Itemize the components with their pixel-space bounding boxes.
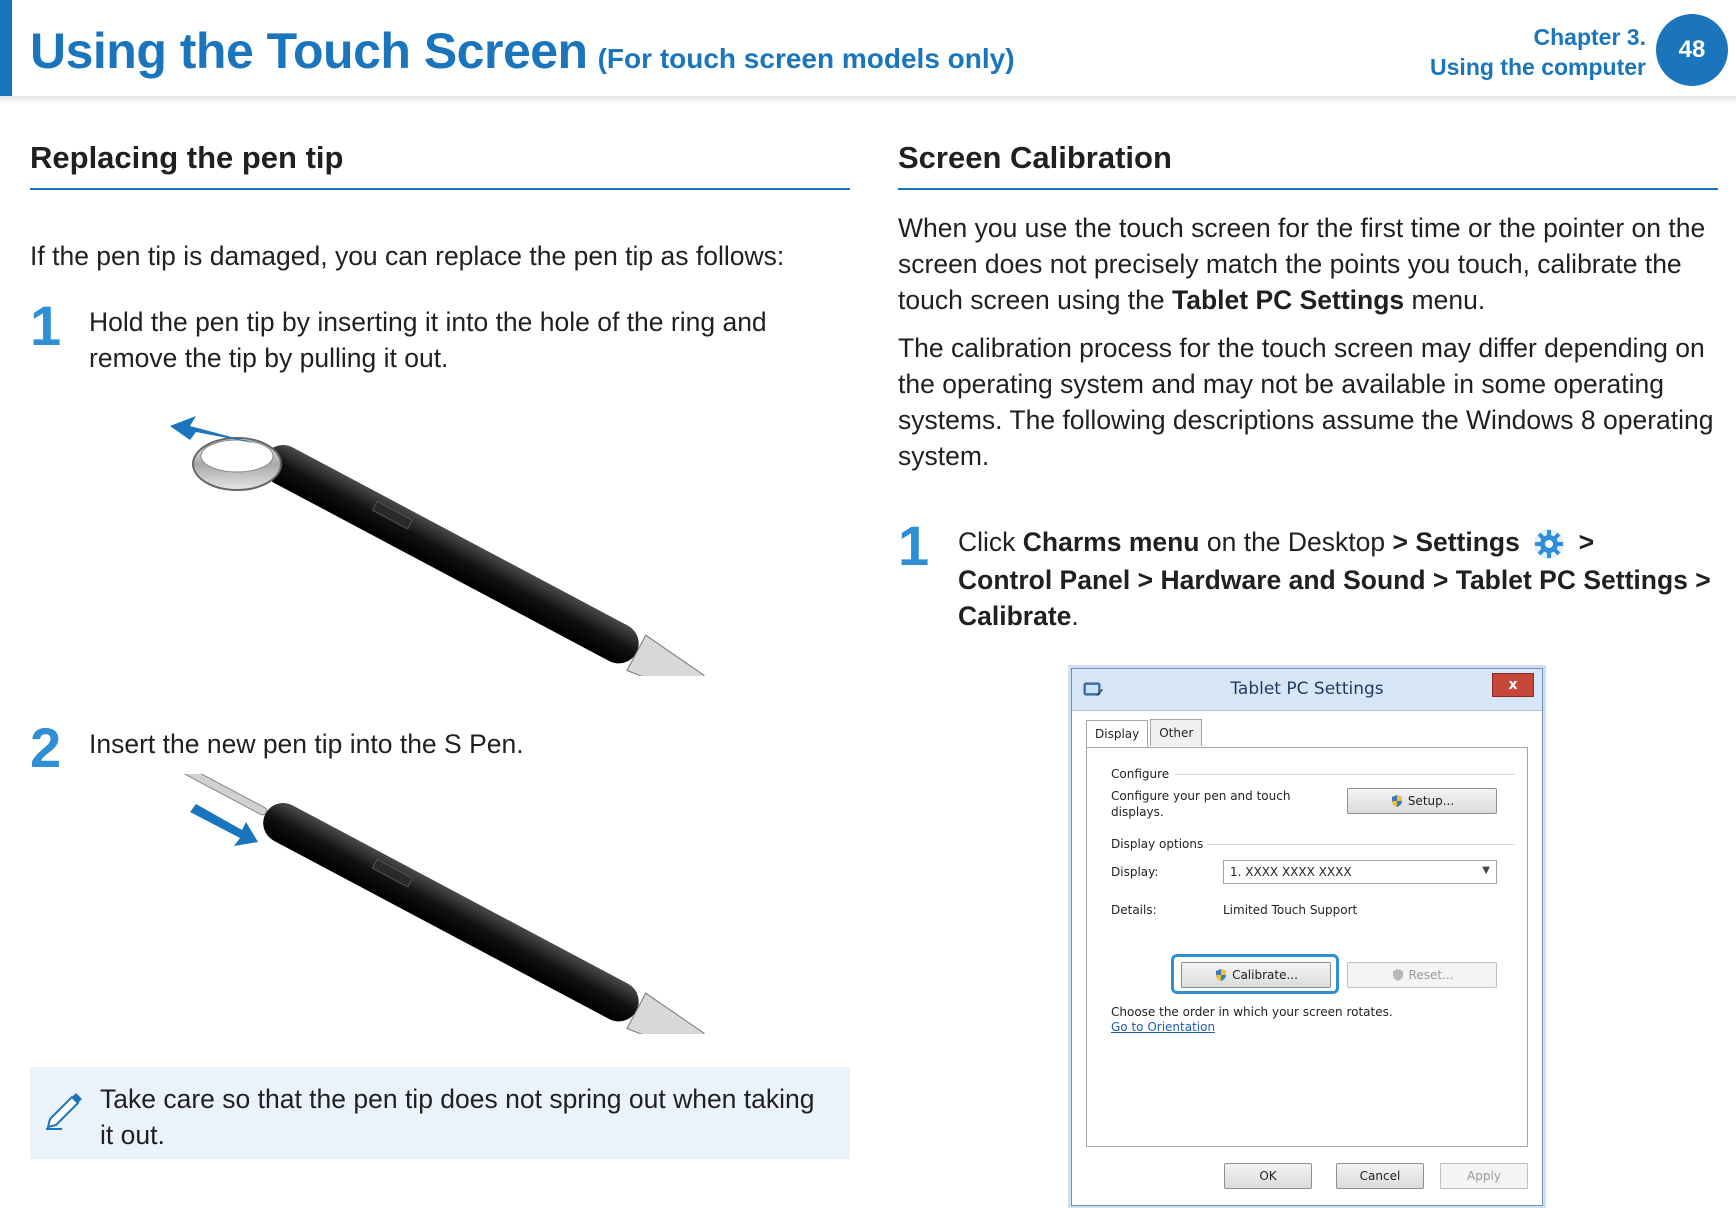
dialog-tabs <box>1086 719 1204 747</box>
setup-button[interactable] <box>1347 788 1497 814</box>
cancel-button[interactable]: Cancel <box>1336 1163 1424 1189</box>
calibration-note-os: The calibration process for the touch screen may differ depending on the operating system and may not be available in some operating systems. The following descriptions assume the Windows 8 operating system. <box>898 333 1714 471</box>
tablet-pc-settings-dialog <box>1071 668 1543 1206</box>
calibrate-term: Calibrate <box>958 601 1072 631</box>
configure-description: Configure your pen and touch displays. <box>1111 789 1291 819</box>
pen-tip-intro: If the pen tip is damaged, you can replace the pen tip as follows: <box>30 241 785 271</box>
step-number: 1 <box>30 294 62 357</box>
display-label: Display: <box>1111 865 1159 879</box>
details-value: Limited Touch Support <box>1223 903 1358 917</box>
section-title-calibration: Screen Calibration <box>898 140 1718 190</box>
reset-button-label: Reset... <box>1408 968 1454 982</box>
charms-menu-term: Charms menu <box>1022 527 1200 557</box>
path-separator: > <box>1425 565 1456 595</box>
pen-step-2 <box>30 716 850 779</box>
calibrate-button-label: Calibrate... <box>1232 968 1298 982</box>
reset-button[interactable] <box>1347 962 1497 988</box>
pen-tip-insertion-illustration <box>30 774 850 1034</box>
dialog-title: Tablet PC Settings <box>1230 679 1384 699</box>
control-panel-term: Control Panel <box>958 565 1131 595</box>
page-number-badge: 48 <box>1656 14 1728 86</box>
tablet-pc-settings-path-term: Tablet PC Settings <box>1455 565 1688 595</box>
group-divider <box>1175 774 1515 775</box>
go-to-orientation-link[interactable]: Go to Orientation <box>1111 1020 1216 1034</box>
page-title-main: Using the Touch Screen <box>30 23 588 79</box>
path-separator: > <box>1687 565 1711 595</box>
details-label: Details: <box>1111 903 1157 917</box>
display-options-heading: Display options <box>1111 837 1204 851</box>
step-text: Insert the new pen tip into the S Pen. <box>89 729 524 759</box>
note-text: Take care so that the pen tip does not spring out when taking it out. <box>100 1084 815 1150</box>
gear-icon <box>1531 526 1567 562</box>
chapter-title: Using the computer <box>1430 54 1646 80</box>
uac-shield-icon <box>1390 794 1404 808</box>
page-title-subtitle: (For touch screen models only) <box>597 43 1015 74</box>
display-tab-panel <box>1086 747 1528 1147</box>
chapter-number: Chapter 3. <box>1533 24 1646 50</box>
display-select[interactable] <box>1223 860 1497 884</box>
step-gt: > <box>1571 527 1595 557</box>
calibrate-highlight <box>1171 954 1339 994</box>
path-separator: > <box>1130 565 1161 595</box>
calibration-intro-text-a: When you use the touch screen for the first time or the pointer on the screen does not precisely match the points you touch, calibrate the touch screen using the <box>898 213 1706 315</box>
step-end: . <box>1071 601 1079 631</box>
calibration-intro <box>898 210 1718 318</box>
step-click: Click <box>958 527 1023 557</box>
pen-step-1 <box>30 294 850 376</box>
chapter-label <box>1430 22 1646 82</box>
apply-button[interactable]: Apply <box>1440 1163 1528 1189</box>
step-on-desktop: on the Desktop <box>1199 527 1393 557</box>
header-divider <box>0 96 1736 104</box>
tab-other[interactable]: Other <box>1150 719 1202 746</box>
section-title-pen-tip: Replacing the pen tip <box>30 140 850 190</box>
tablet-pc-settings-term: Tablet PC Settings <box>1172 285 1405 315</box>
orientation-description: Choose the order in which your screen rotates. <box>1111 1005 1393 1019</box>
calibration-step-1 <box>898 514 1718 634</box>
step-number: 2 <box>30 716 62 779</box>
header-accent-bar <box>0 0 12 96</box>
note-pencil-icon <box>42 1085 88 1131</box>
pen-tip-section <box>30 140 850 1034</box>
configure-heading: Configure <box>1111 767 1170 781</box>
dialog-titlebar <box>1072 669 1542 711</box>
step-number: 1 <box>898 514 930 577</box>
screen-calibration-section <box>898 140 1718 634</box>
setup-button-label: Setup... <box>1407 794 1455 808</box>
settings-term: > Settings <box>1392 527 1520 557</box>
chevron-down-icon: ▼ <box>1482 865 1490 876</box>
pen-tip-removal-illustration <box>30 396 850 676</box>
display-select-value: 1. XXXX XXXX XXXX <box>1230 865 1352 879</box>
ok-button[interactable]: OK <box>1224 1163 1312 1189</box>
tab-display[interactable]: Display <box>1086 720 1148 747</box>
note-box <box>30 1067 850 1159</box>
hardware-and-sound-term: Hardware and Sound <box>1160 565 1426 595</box>
step-text: Hold the pen tip by inserting it into the hole of the ring and remove the tip by pulling it out. <box>89 307 767 373</box>
group-divider <box>1207 844 1515 845</box>
dialog-close-button[interactable]: x <box>1492 673 1534 697</box>
uac-shield-icon <box>1391 968 1405 982</box>
page-title <box>30 22 1015 80</box>
calibration-intro-text-b: menu. <box>1404 285 1486 315</box>
